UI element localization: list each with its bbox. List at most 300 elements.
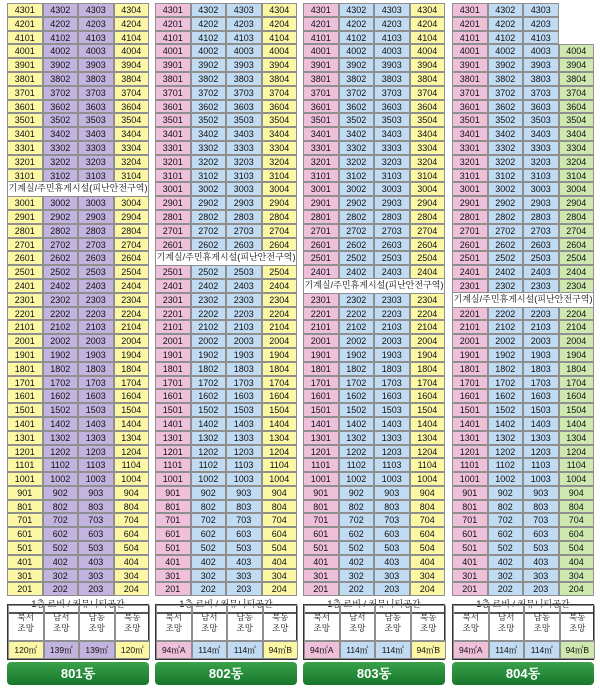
unit-cell: 2903 (226, 196, 262, 210)
unit-cell: 3504 (262, 113, 298, 127)
unit-cell: 701 (303, 513, 339, 527)
unit-cell: 2804 (114, 224, 150, 238)
unit-cell: 3904 (262, 58, 298, 72)
unit-cell: 1103 (374, 458, 410, 472)
unit-cell: 2303 (374, 293, 410, 307)
unit-cell: 1504 (114, 403, 150, 417)
unit-cell: 3202 (191, 155, 227, 169)
legend-direction: 북서 조망 (156, 605, 192, 641)
unit-cell: 2103 (226, 320, 262, 334)
unit-cell: 1504 (410, 403, 446, 417)
mechanical-floor-label: 기계실/주민휴게시설(피난안전구역) (7, 182, 149, 196)
unit-cell: 3803 (374, 72, 410, 86)
building-802-stack (155, 3, 297, 614)
unit-cell: 3201 (452, 155, 488, 169)
unit-cell: 1501 (7, 403, 43, 417)
unit-cell: 1303 (374, 431, 410, 445)
unit-cell: 2201 (303, 307, 339, 321)
unit-cell: 803 (226, 500, 262, 514)
legend-direction: 남서 조망 (489, 605, 525, 641)
unit-cell: 603 (374, 527, 410, 541)
unit-cell: 1703 (78, 376, 114, 390)
unit-cell: 2502 (339, 251, 375, 265)
unit-cell: 204 (559, 582, 595, 596)
building-tag-803[interactable]: 803동 (303, 662, 445, 685)
unit-grid (303, 3, 445, 596)
unit-cell: 1803 (78, 362, 114, 376)
unit-cell: 2201 (7, 307, 43, 321)
unit-cell: 1404 (114, 417, 150, 431)
unit-cell: 1603 (226, 389, 262, 403)
unit-cell: 201 (452, 582, 488, 596)
unit-cell: 3104 (262, 169, 298, 183)
unit-cell: 3501 (155, 113, 191, 127)
unit-cell: 2602 (339, 238, 375, 252)
unit-cell: 2102 (191, 320, 227, 334)
unit-cell: 2703 (78, 238, 114, 252)
unit-cell: 1304 (559, 431, 595, 445)
unit-cell: 1201 (155, 445, 191, 459)
unit-cell: 204 (410, 582, 446, 596)
unit-cell: 1203 (78, 445, 114, 459)
unit-cell: 1501 (155, 403, 191, 417)
unit-cell: 2704 (410, 224, 446, 238)
legend-direction: 남동 조망 (375, 605, 411, 641)
unit-cell: 4201 (7, 17, 43, 31)
unit-cell: 2302 (339, 293, 375, 307)
unit-cell: 1303 (226, 431, 262, 445)
unit-cell: 2104 (114, 320, 150, 334)
unit-cell: 502 (43, 541, 79, 555)
unit-cell: 304 (114, 569, 150, 583)
legend-unit-size: 94㎡A (453, 641, 489, 659)
unit-cell: 2901 (155, 196, 191, 210)
unit-cell: 2004 (559, 334, 595, 348)
unit-cell: 1702 (191, 376, 227, 390)
unit-cell: 4203 (523, 17, 559, 31)
unit-cell: 3204 (559, 155, 595, 169)
unit-cell: 3501 (7, 113, 43, 127)
unit-cell: 501 (452, 541, 488, 555)
unit-cell: 1003 (374, 472, 410, 486)
unit-cell: 403 (78, 555, 114, 569)
unit-cell: 2602 (191, 238, 227, 252)
unit-cell: 1104 (559, 458, 595, 472)
unit-cell: 4204 (410, 17, 446, 31)
unit-cell: 3002 (43, 196, 79, 210)
unit-cell: 1003 (226, 472, 262, 486)
unit-cell: 3803 (78, 72, 114, 86)
unit-cell (559, 17, 595, 31)
unit-cell: 804 (262, 500, 298, 514)
unit-cell: 2604 (262, 238, 298, 252)
legend-unit-size: 94㎡B (560, 641, 596, 659)
legend-unit-size: 120㎡ (115, 641, 151, 659)
unit-cell: 3601 (452, 100, 488, 114)
unit-cell: 3001 (155, 182, 191, 196)
unit-cell: 3702 (43, 86, 79, 100)
unit-cell: 3902 (339, 58, 375, 72)
legend-unit-size: 94㎡A (156, 641, 192, 659)
unit-cell: 1402 (339, 417, 375, 431)
unit-cell: 3701 (452, 86, 488, 100)
unit-cell: 403 (523, 555, 559, 569)
unit-cell: 1704 (559, 376, 595, 390)
unit-cell: 703 (523, 513, 559, 527)
unit-cell: 2104 (559, 320, 595, 334)
unit-cell: 1903 (374, 348, 410, 362)
unit-cell: 3002 (488, 182, 524, 196)
unit-cell: 1101 (452, 458, 488, 472)
unit-cell: 4004 (410, 44, 446, 58)
unit-cell: 2102 (43, 320, 79, 334)
unit-cell: 2001 (452, 334, 488, 348)
unit-cell: 3602 (191, 100, 227, 114)
unit-cell: 503 (374, 541, 410, 555)
unit-cell: 4303 (374, 3, 410, 17)
building-tag-804[interactable]: 804동 (452, 662, 594, 685)
unit-cell: 2401 (7, 279, 43, 293)
legend-direction: 북동 조망 (560, 605, 596, 641)
unit-cell: 2501 (7, 265, 43, 279)
building-803-stack (303, 3, 445, 614)
unit-cell: 2601 (452, 238, 488, 252)
unit-cell: 1703 (226, 376, 262, 390)
legend-direction: 남동 조망 (79, 605, 115, 641)
unit-cell: 3703 (226, 86, 262, 100)
building-tag-802[interactable]: 802동 (155, 662, 297, 685)
unit-cell: 804 (114, 500, 150, 514)
unit-cell: 801 (155, 500, 191, 514)
unit-cell: 3701 (303, 86, 339, 100)
unit-cell: 1604 (410, 389, 446, 403)
unit-cell: 201 (7, 582, 43, 596)
unit-cell: 3702 (191, 86, 227, 100)
unit-cell: 3304 (559, 141, 595, 155)
unit-cell: 1204 (114, 445, 150, 459)
unit-cell: 3704 (410, 86, 446, 100)
unit-cell: 1702 (339, 376, 375, 390)
unit-cell: 2101 (7, 320, 43, 334)
unit-cell: 802 (339, 500, 375, 514)
unit-cell: 2901 (7, 210, 43, 224)
unit-cell: 3503 (226, 113, 262, 127)
unit-cell: 504 (114, 541, 150, 555)
unit-cell: 3501 (452, 113, 488, 127)
unit-cell: 4104 (262, 31, 298, 45)
unit-cell: 4103 (226, 31, 262, 45)
unit-cell: 2403 (523, 265, 559, 279)
unit-cell: 2201 (155, 307, 191, 321)
unit-cell: 604 (262, 527, 298, 541)
unit-cell: 1504 (262, 403, 298, 417)
legend-unit-size: 139㎡ (79, 641, 115, 659)
unit-grid (155, 3, 297, 596)
unit-cell: 1602 (339, 389, 375, 403)
unit-cell: 1004 (114, 472, 150, 486)
unit-cell: 3503 (374, 113, 410, 127)
unit-cell: 3703 (78, 86, 114, 100)
building-tag-801[interactable]: 801동 (7, 662, 149, 685)
unit-cell: 2503 (226, 265, 262, 279)
unit-cell: 402 (191, 555, 227, 569)
unit-cell: 2801 (155, 210, 191, 224)
unit-cell: 3301 (452, 141, 488, 155)
unit-cell: 1603 (374, 389, 410, 403)
unit-cell: 2302 (488, 279, 524, 293)
unit-cell: 902 (191, 486, 227, 500)
unit-cell: 2503 (78, 265, 114, 279)
unit-cell: 2704 (114, 238, 150, 252)
unit-cell: 2201 (452, 307, 488, 321)
unit-cell: 902 (339, 486, 375, 500)
unit-cell: 1504 (559, 403, 595, 417)
unit-cell: 3801 (452, 72, 488, 86)
unit-cell: 903 (523, 486, 559, 500)
unit-cell: 3503 (523, 113, 559, 127)
unit-cell: 4201 (155, 17, 191, 31)
unit-cell: 901 (155, 486, 191, 500)
unit-cell: 3201 (155, 155, 191, 169)
unit-cell: 2801 (303, 210, 339, 224)
unit-cell: 2703 (523, 224, 559, 238)
unit-cell: 1201 (7, 445, 43, 459)
unit-cell: 2703 (226, 224, 262, 238)
unit-cell: 3403 (226, 127, 262, 141)
unit-cell: 2904 (262, 196, 298, 210)
unit-cell: 2102 (339, 320, 375, 334)
unit-cell: 1901 (452, 348, 488, 362)
unit-cell: 3601 (155, 100, 191, 114)
unit-cell: 2904 (410, 196, 446, 210)
unit-cell: 4002 (191, 44, 227, 58)
unit-cell: 2104 (410, 320, 446, 334)
unit-cell: 2303 (78, 293, 114, 307)
unit-cell: 3101 (155, 169, 191, 183)
unit-cell: 1101 (303, 458, 339, 472)
unit-cell: 1202 (339, 445, 375, 459)
unit-cell: 3502 (339, 113, 375, 127)
unit-cell: 504 (262, 541, 298, 555)
unit-cell: 4103 (78, 31, 114, 45)
unit-cell: 3404 (410, 127, 446, 141)
unit-cell: 4104 (410, 31, 446, 45)
unit-cell: 603 (226, 527, 262, 541)
unit-cell: 402 (488, 555, 524, 569)
unit-cell: 3204 (410, 155, 446, 169)
unit-cell: 4301 (303, 3, 339, 17)
unit-cell: 3303 (374, 141, 410, 155)
unit-cell: 3203 (523, 155, 559, 169)
unit-cell: 3401 (452, 127, 488, 141)
unit-cell: 302 (339, 569, 375, 583)
unit-cell: 4003 (374, 44, 410, 58)
unit-cell: 2103 (523, 320, 559, 334)
unit-cell: 404 (114, 555, 150, 569)
legend-unit-size: 114㎡ (375, 641, 411, 659)
legend-direction: 남서 조망 (44, 605, 80, 641)
unit-cell: 2704 (262, 224, 298, 238)
unit-cell: 702 (43, 513, 79, 527)
unit-cell: 604 (114, 527, 150, 541)
unit-cell: 2303 (523, 279, 559, 293)
unit-cell: 2601 (155, 238, 191, 252)
unit-cell: 3901 (452, 58, 488, 72)
unit-cell: 3401 (155, 127, 191, 141)
unit-cell: 4003 (523, 44, 559, 58)
unit-cell: 2402 (488, 265, 524, 279)
unit-cell: 2803 (226, 210, 262, 224)
unit-cell: 1403 (78, 417, 114, 431)
unit-cell: 4102 (339, 31, 375, 45)
unit-cell: 3202 (43, 155, 79, 169)
unit-cell: 2501 (452, 251, 488, 265)
unit-cell: 2902 (339, 196, 375, 210)
unit-cell: 4002 (488, 44, 524, 58)
unit-cell: 3001 (452, 182, 488, 196)
unit-cell: 602 (339, 527, 375, 541)
unit-cell: 704 (262, 513, 298, 527)
unit-cell: 2501 (303, 251, 339, 265)
unit-cell: 2502 (191, 265, 227, 279)
unit-cell: 2101 (303, 320, 339, 334)
unit-cell: 2603 (226, 238, 262, 252)
unit-cell: 1301 (303, 431, 339, 445)
unit-cell: 1303 (78, 431, 114, 445)
unit-cell: 1701 (7, 376, 43, 390)
unit-cell: 2301 (452, 279, 488, 293)
unit-cell: 801 (303, 500, 339, 514)
unit-cell: 2704 (559, 224, 595, 238)
unit-cell: 3201 (7, 155, 43, 169)
unit-cell: 4002 (43, 44, 79, 58)
unit-cell: 3404 (559, 127, 595, 141)
unit-cell: 1604 (262, 389, 298, 403)
unit-cell: 204 (262, 582, 298, 596)
unit-cell: 3702 (339, 86, 375, 100)
unit-cell: 4003 (226, 44, 262, 58)
unit-cell: 1202 (43, 445, 79, 459)
unit-cell: 1603 (523, 389, 559, 403)
unit-cell: 901 (303, 486, 339, 500)
unit-cell: 1804 (262, 362, 298, 376)
unit-cell: 1101 (155, 458, 191, 472)
unit-cell: 3704 (559, 86, 595, 100)
unit-cell: 3204 (262, 155, 298, 169)
unit-cell: 3702 (488, 86, 524, 100)
unit-cell: 2303 (226, 293, 262, 307)
unit-cell: 2603 (374, 238, 410, 252)
unit-cell: 202 (488, 582, 524, 596)
unit-cell: 404 (559, 555, 595, 569)
legend-direction: 남동 조망 (227, 605, 263, 641)
unit-cell: 3003 (226, 182, 262, 196)
unit-cell: 704 (559, 513, 595, 527)
unit-cell: 903 (78, 486, 114, 500)
unit-cell: 2203 (374, 307, 410, 321)
unit-cell: 501 (155, 541, 191, 555)
unit-cell: 1003 (523, 472, 559, 486)
unit-cell: 4103 (374, 31, 410, 45)
unit-cell: 4004 (114, 44, 150, 58)
unit-cell: 803 (374, 500, 410, 514)
unit-cell: 4001 (303, 44, 339, 58)
unit-cell: 2301 (7, 293, 43, 307)
mechanical-floor-label: 기계실/주민휴게시설(피난안전구역) (303, 279, 445, 293)
unit-cell: 1001 (303, 472, 339, 486)
unit-cell: 3103 (374, 169, 410, 183)
unit-cell: 602 (43, 527, 79, 541)
unit-cell: 3303 (523, 141, 559, 155)
unit-cell: 1203 (523, 445, 559, 459)
unit-cell: 2404 (114, 279, 150, 293)
unit-cell: 2403 (78, 279, 114, 293)
unit-grid (452, 3, 594, 596)
unit-cell: 703 (226, 513, 262, 527)
unit-cell: 1902 (488, 348, 524, 362)
unit-cell: 902 (488, 486, 524, 500)
unit-cell: 4304 (410, 3, 446, 17)
unit-cell: 3903 (523, 58, 559, 72)
unit-cell: 301 (7, 569, 43, 583)
unit-cell: 3402 (191, 127, 227, 141)
unit-cell: 3802 (43, 72, 79, 86)
unit-cell: 3602 (339, 100, 375, 114)
unit-cell: 2103 (78, 320, 114, 334)
unit-cell: 1202 (191, 445, 227, 459)
unit-cell: 1601 (155, 389, 191, 403)
unit-cell: 2004 (114, 334, 150, 348)
unit-cell: 2401 (303, 265, 339, 279)
unit-cell: 1302 (339, 431, 375, 445)
unit-cell: 4202 (488, 17, 524, 31)
legend-direction: 남서 조망 (192, 605, 228, 641)
unit-cell: 1001 (155, 472, 191, 486)
legend-direction: 북동 조망 (115, 605, 151, 641)
unit-cell: 1804 (410, 362, 446, 376)
unit-cell: 1801 (7, 362, 43, 376)
unit-cell: 3101 (7, 169, 43, 183)
unit-cell: 3904 (410, 58, 446, 72)
unit-cell: 1302 (43, 431, 79, 445)
unit-cell: 702 (339, 513, 375, 527)
unit-cell: 2101 (452, 320, 488, 334)
unit-cell: 2403 (374, 265, 410, 279)
unit-cell: 2502 (488, 251, 524, 265)
unit-cell: 1302 (191, 431, 227, 445)
unit-cell: 401 (155, 555, 191, 569)
unit-cell: 2504 (410, 251, 446, 265)
unit-cell: 2504 (262, 265, 298, 279)
unit-cell: 1304 (114, 431, 150, 445)
unit-cell: 1002 (339, 472, 375, 486)
unit-cell: 3303 (78, 141, 114, 155)
unit-cell: 1104 (114, 458, 150, 472)
unit-cell: 1903 (226, 348, 262, 362)
unit-cell: 903 (226, 486, 262, 500)
unit-cell (559, 3, 595, 17)
unit-cell: 3103 (78, 169, 114, 183)
unit-cell: 2004 (410, 334, 446, 348)
unit-cell: 201 (155, 582, 191, 596)
unit-cell: 3803 (523, 72, 559, 86)
unit-cell: 3502 (488, 113, 524, 127)
legend-unit-size: 114㎡ (489, 641, 525, 659)
unit-cell: 1401 (303, 417, 339, 431)
unit-cell: 1503 (226, 403, 262, 417)
unit-cell: 3502 (191, 113, 227, 127)
unit-cell: 1703 (374, 376, 410, 390)
